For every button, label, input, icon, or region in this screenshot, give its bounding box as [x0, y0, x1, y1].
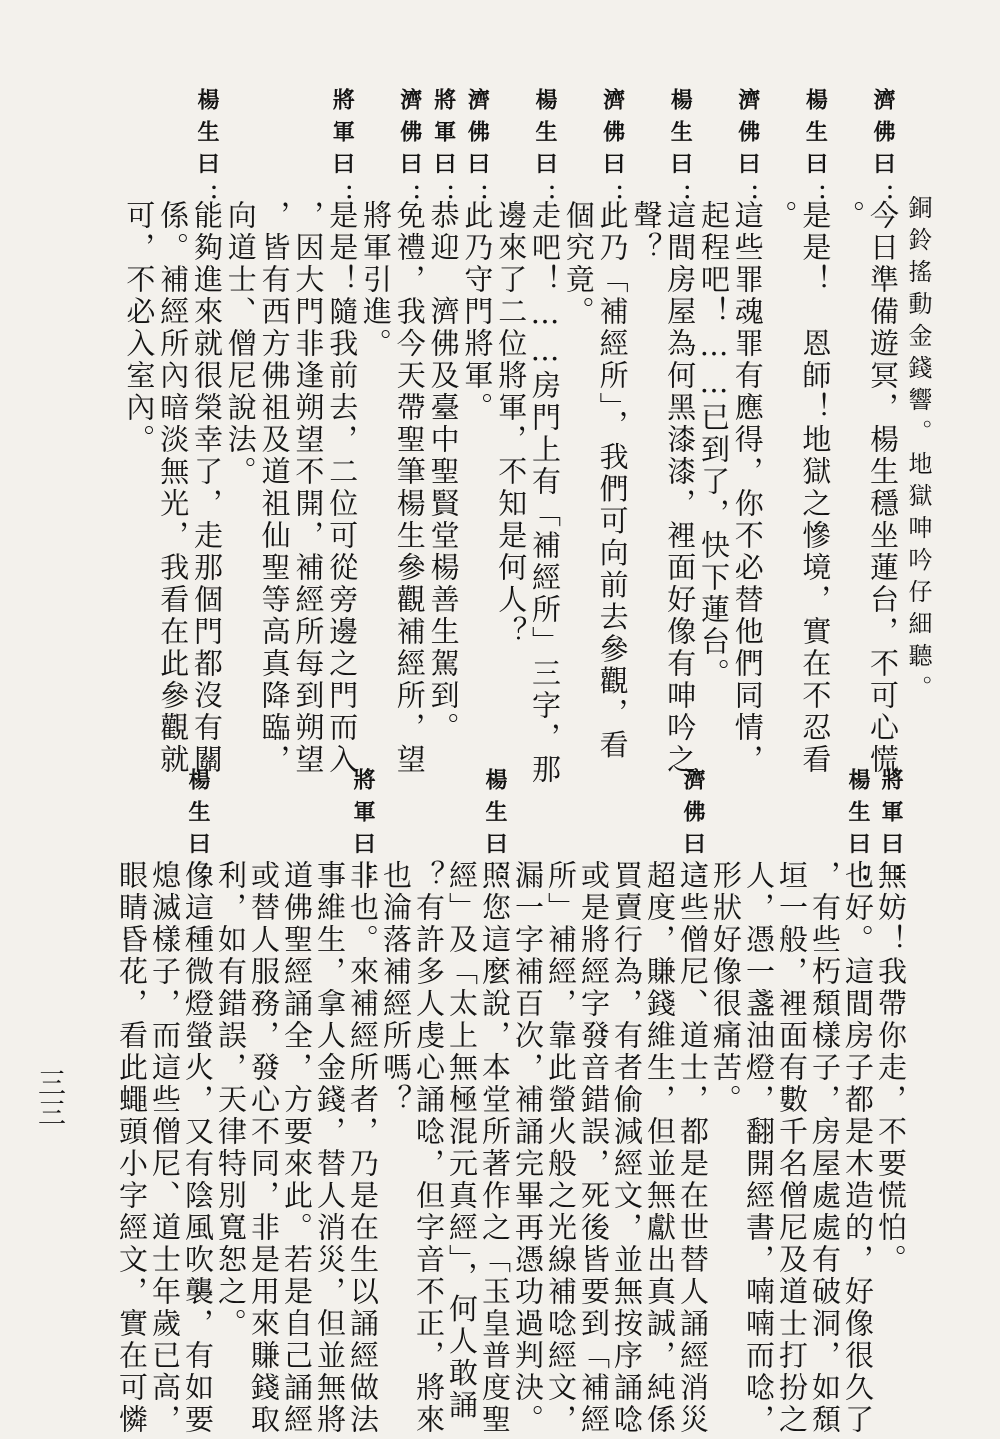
body-text: 照您這麼說，本堂所著作之「玉皇普度聖	[478, 860, 512, 1436]
body-text: 事維生，拿人金錢，替人消災，但並無將	[313, 860, 347, 1436]
speaker-label: 濟佛曰：	[734, 88, 761, 216]
body-text: 將軍引進。	[359, 200, 393, 360]
body-text: 無妨！我帶你走，不要慌怕。	[874, 860, 908, 1276]
body-text: 走吧！……房門上有「補經所」三字，那	[528, 200, 562, 786]
text-column	[257, 88, 292, 776]
text-column	[775, 768, 809, 1436]
text-column	[325, 88, 360, 776]
body-text: 經」及「太上無極混元真經」，何人敢誦	[445, 860, 479, 1422]
text-column	[742, 768, 776, 1436]
body-text: 形狀好像很痛苦。	[709, 860, 743, 1116]
speaker-label: 將軍曰：	[878, 768, 904, 896]
text-column	[122, 88, 157, 456]
speaker-label: 濟佛曰：	[599, 88, 626, 216]
text-column	[676, 768, 710, 1436]
text-column	[544, 768, 578, 1436]
body-text: ，皆有西方佛祖及道祖仙聖等高真降臨，	[257, 200, 292, 776]
body-text: 眼睛昏花，看此蠅頭小字經文，實在可憐	[115, 860, 149, 1436]
text-column	[280, 768, 314, 1436]
body-text: 起程吧！……已到了，快下蓮台。	[697, 200, 731, 690]
body-text: 這間房屋為何黑漆漆，裡面好像有呻吟之	[663, 200, 698, 776]
text-column	[577, 768, 611, 1436]
text-column	[181, 768, 215, 1436]
text-column	[156, 88, 191, 776]
text-column	[528, 88, 562, 786]
text-column	[412, 768, 446, 1436]
text-column	[798, 88, 833, 776]
body-text: 人，憑一盞油燈，翻開經書，喃喃而唸，	[742, 860, 776, 1436]
text-column	[494, 88, 529, 648]
text-column	[392, 88, 427, 776]
body-text: 利，如有錯誤，天律特別寬恕之。	[214, 860, 248, 1340]
text-column	[190, 88, 224, 776]
text-column	[595, 88, 630, 762]
body-text: 是是！隨我前去，二位可從旁邊之門而入	[325, 200, 360, 776]
body-text: 也好。這間房子都是木造的，好像很久了	[841, 860, 875, 1436]
body-text: 可，不必入室內。	[122, 200, 157, 456]
text-column	[629, 88, 664, 264]
text-column	[291, 88, 326, 776]
text-column	[709, 768, 743, 1116]
speaker-label: 將軍曰：	[430, 88, 457, 216]
body-text: 係。補經所內暗淡無光，我看在此參觀就	[156, 200, 191, 776]
body-text: 邊來了二位將軍，不知是何人？	[494, 200, 529, 648]
text-column	[478, 768, 512, 1436]
body-text: 恭迎 濟佛及臺中聖賢堂楊善生駕到。	[426, 200, 461, 744]
body-text: 或是將經字發音錯誤，死後皆要到「補經	[577, 860, 611, 1436]
text-column	[346, 768, 380, 1436]
text-column	[359, 88, 393, 360]
text-column	[561, 88, 596, 328]
speaker-label: 濟佛曰：	[396, 88, 423, 216]
text-column	[223, 88, 258, 488]
body-text: 所」補經，靠此螢火般之光線補唸經文，	[544, 860, 578, 1436]
body-text: 向道士、僧尼說法。	[223, 200, 258, 488]
speaker-label: 將軍曰：	[350, 768, 376, 896]
text-column	[460, 88, 495, 424]
body-text: 今日準備遊冥，楊生穩坐蓮台，不可心慌	[866, 200, 900, 776]
speaker-label: 楊生曰：	[185, 768, 211, 896]
text-column	[866, 88, 900, 776]
text-column	[214, 768, 248, 1340]
speaker-label: 楊生曰：	[482, 768, 508, 896]
body-text: 道佛聖經誦全，方要來此。若是自己誦經	[280, 860, 314, 1436]
text-column	[643, 768, 677, 1436]
body-text: 。	[832, 200, 867, 232]
speaker-label: 楊生曰：	[802, 88, 829, 216]
text-column	[115, 768, 149, 1436]
text-column	[874, 768, 908, 1276]
speaker-label: 濟佛曰：	[680, 768, 706, 896]
body-text: ，因大門非逢朔望不開，補經所每到朔望	[291, 200, 326, 776]
text-column	[313, 768, 347, 1436]
speaker-label: 楊生曰：	[532, 88, 558, 216]
speaker-label: 將軍曰：	[329, 88, 356, 216]
body-text: ，有些朽頹樣子，房屋處處有破洞，如頹	[808, 860, 842, 1436]
body-text: 漏一字補百次，補誦完畢再憑功過判決。	[511, 860, 545, 1436]
text-column	[663, 88, 698, 776]
body-text: ？有許多人虔心誦唸，但字音不正，將來	[412, 860, 446, 1436]
text-column	[426, 88, 461, 744]
text-column	[832, 88, 867, 232]
text-column	[841, 768, 875, 1436]
page-number: 三三	[34, 1068, 67, 1128]
header-verse: 銅鈴搖動金錢響。地獄呻吟仔細聽。	[904, 195, 932, 707]
body-text: 也淪落補經所嗎？	[379, 860, 413, 1116]
text-column	[697, 88, 731, 690]
body-text: 像這種微燈螢火，又有陰風吹襲，有如要	[181, 860, 215, 1436]
body-text: 能夠進來就很榮幸了，走那個門都沒有關	[190, 200, 224, 776]
body-text: 買賣行為，有者偷減經文，並無按序誦唸	[610, 860, 644, 1436]
body-text: 熄滅樣子，而這些僧尼、道士年歲已高，	[148, 860, 182, 1436]
body-text: 此乃「補經所」，我們可向前去參觀，看	[595, 200, 630, 762]
text-column	[610, 768, 644, 1436]
body-text: 非也。來補經所者，乃是在生以誦經做法	[346, 860, 380, 1436]
text-column	[764, 88, 799, 232]
speaker-label: 楊生曰：	[194, 88, 220, 216]
speaker-label: 濟佛曰：	[870, 88, 896, 216]
text-column	[511, 768, 545, 1436]
body-text: 這些僧尼、道士，都是在世替人誦經消災	[676, 860, 710, 1436]
body-text: 此乃守門將軍。	[460, 200, 495, 424]
body-text: 垣一般，裡面有數千名僧尼及道士打扮之	[775, 860, 809, 1436]
speaker-label: 濟佛曰：	[464, 88, 491, 216]
body-text: 是是！ 恩師！地獄之慘境，實在不忍看	[798, 200, 833, 776]
text-column	[808, 768, 842, 1436]
text-column	[247, 768, 281, 1436]
speaker-label: 楊生曰：	[667, 88, 694, 216]
speaker-label: 楊生曰：	[845, 768, 871, 896]
body-text: 超度，賺錢維生，但並無獻出真誠，純係	[643, 860, 677, 1436]
body-text: 這些罪魂罪有應得，你不必替他們同情，	[730, 200, 765, 776]
text-column	[148, 768, 182, 1436]
body-text: 免禮，我今天帶聖筆楊生參觀補經所，望	[392, 200, 427, 776]
body-text: 個究竟。	[561, 200, 596, 328]
text-column	[730, 88, 765, 776]
body-text: 聲？	[629, 200, 664, 264]
text-column	[445, 768, 479, 1422]
body-text: 或替人服務，發心不同，非是用來賺錢取	[247, 860, 281, 1436]
text-column	[379, 768, 413, 1116]
body-text: 。	[764, 200, 799, 232]
